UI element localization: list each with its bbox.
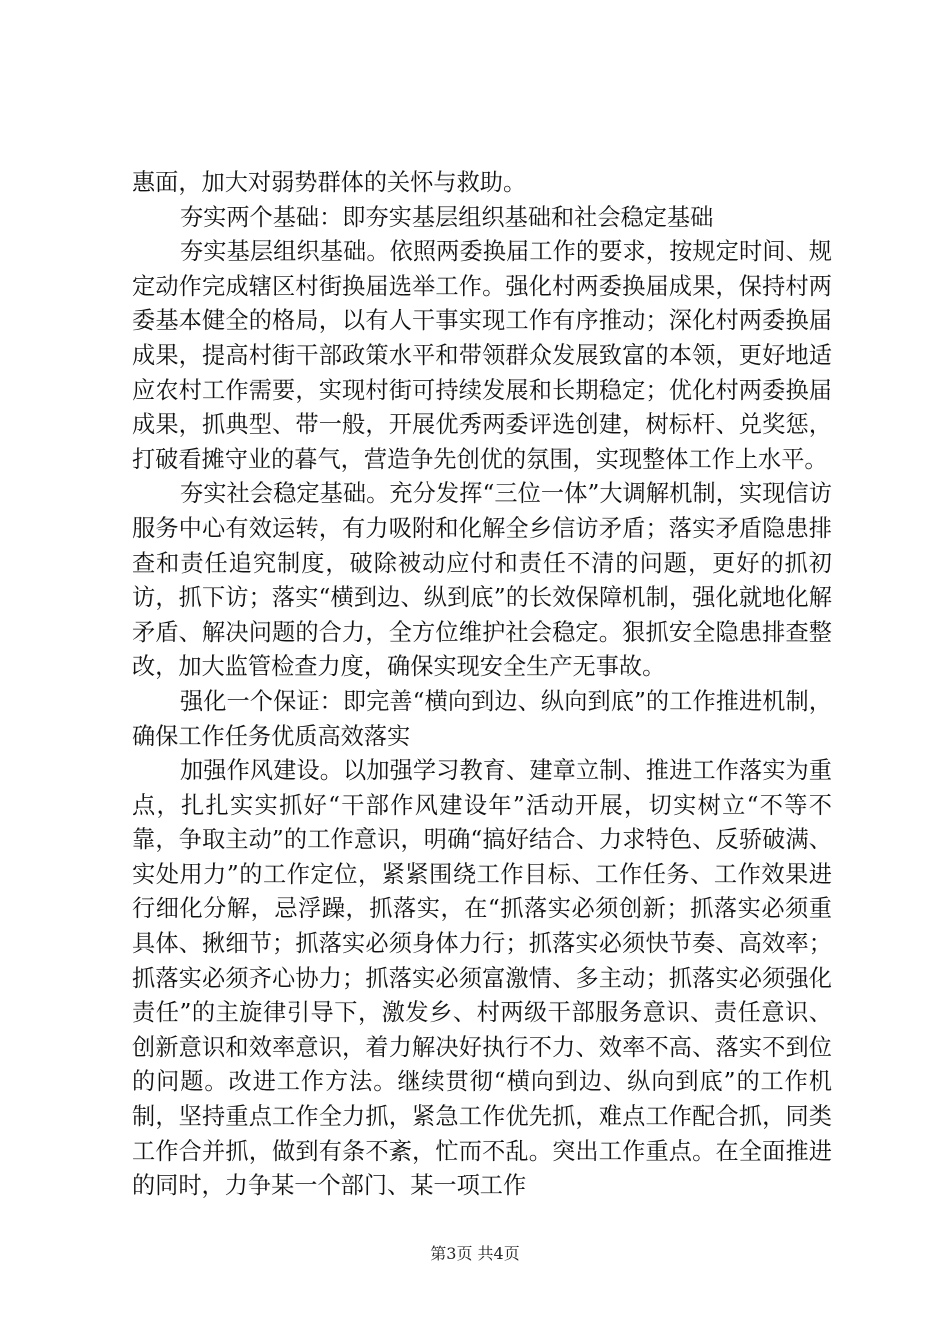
- paragraph-work-style: 加强作风建设。以加强学习教育、建章立制、推进工作落实为重点，扎扎实实抓好“干部作风建设年”活动开展，切实树立“不等不靠，争取主动”的工作意识，明确“搞好结合、力求特色、反骄破满、实处用力”的工作定位，紧紧围绕工作目标、工作任务、工作效果进行细化分解，忌浮躁，抓落实，在“抓落实必须创新；抓落实必须重具体、揪细节；抓落实必须身体力行；抓落实必须快节奏、高效率；抓落实必须齐心协力；抓落实必须富激情、多主动；抓落实必须强化责任”的主旋律引导下，激发乡、村两级干部服务意识、责任意识、创新意识和效率意识，着力解决好执行不力、效率不高、落实不到位的问题。改进工作方法。继续贯彻“横向到边、纵向到底”的工作机制，坚持重点工作全力抓，紧急工作优先抓，难点工作配合抓，同类工作合并抓，做到有条不紊，忙而不乱。突出工作重点。在全面推进的同时，力争某一个部门、某一项工作: [132, 757, 832, 1200]
- heading-two-foundations: 夯实两个基础：即夯实基层组织基础和社会稳定基础: [180, 203, 714, 231]
- page-footer: 第3页 共4页: [430, 1244, 520, 1263]
- paragraph-social-stability: 夯实社会稳定基础。充分发挥“三位一体”大调解机制，实现信访服务中心有效运转，有力吸附和化解全乡信访矛盾；落实矛盾隐患排查和责任追究制度，破除被动应付和责任不清的问题，更好的抓初访，抓下访；落实“横到边、纵到底”的长效保障机制，强化就地化解矛盾、解决问题的合力，全方位维护社会稳定。狠抓安全隐患排查整改，加大监管检查力度，确保实现安全生产无事故。: [132, 480, 832, 681]
- paragraph-continuation: 惠面，加大对弱势群体的关怀与救助。: [132, 169, 527, 196]
- heading-one-guarantee: 强化一个保证：即完善“横向到边、纵向到底”的工作推进机制，确保工作任务优质高效落实: [132, 687, 832, 750]
- document-body: [132, 166, 832, 1204]
- paragraph-grassroots-foundation: 夯实基层组织基础。依照两委换届工作的要求，按规定时间、规定动作完成辖区村街换届选举工作。强化村两委换届成果，保持村两委基本健全的格局，以有人干事实现工作有序推动；深化村两委换届成果，提高村街干部政策水平和带领群众发展致富的本领，更好地适应农村工作需要，实现村街可持续发展和长期稳定；优化村两委换届成果，抓典型、带一般，开展优秀两委评选创建，树标杆、兑奖惩，打破看摊守业的暮气，营造争先创优的氛围，实现整体工作上水平。: [132, 238, 832, 473]
